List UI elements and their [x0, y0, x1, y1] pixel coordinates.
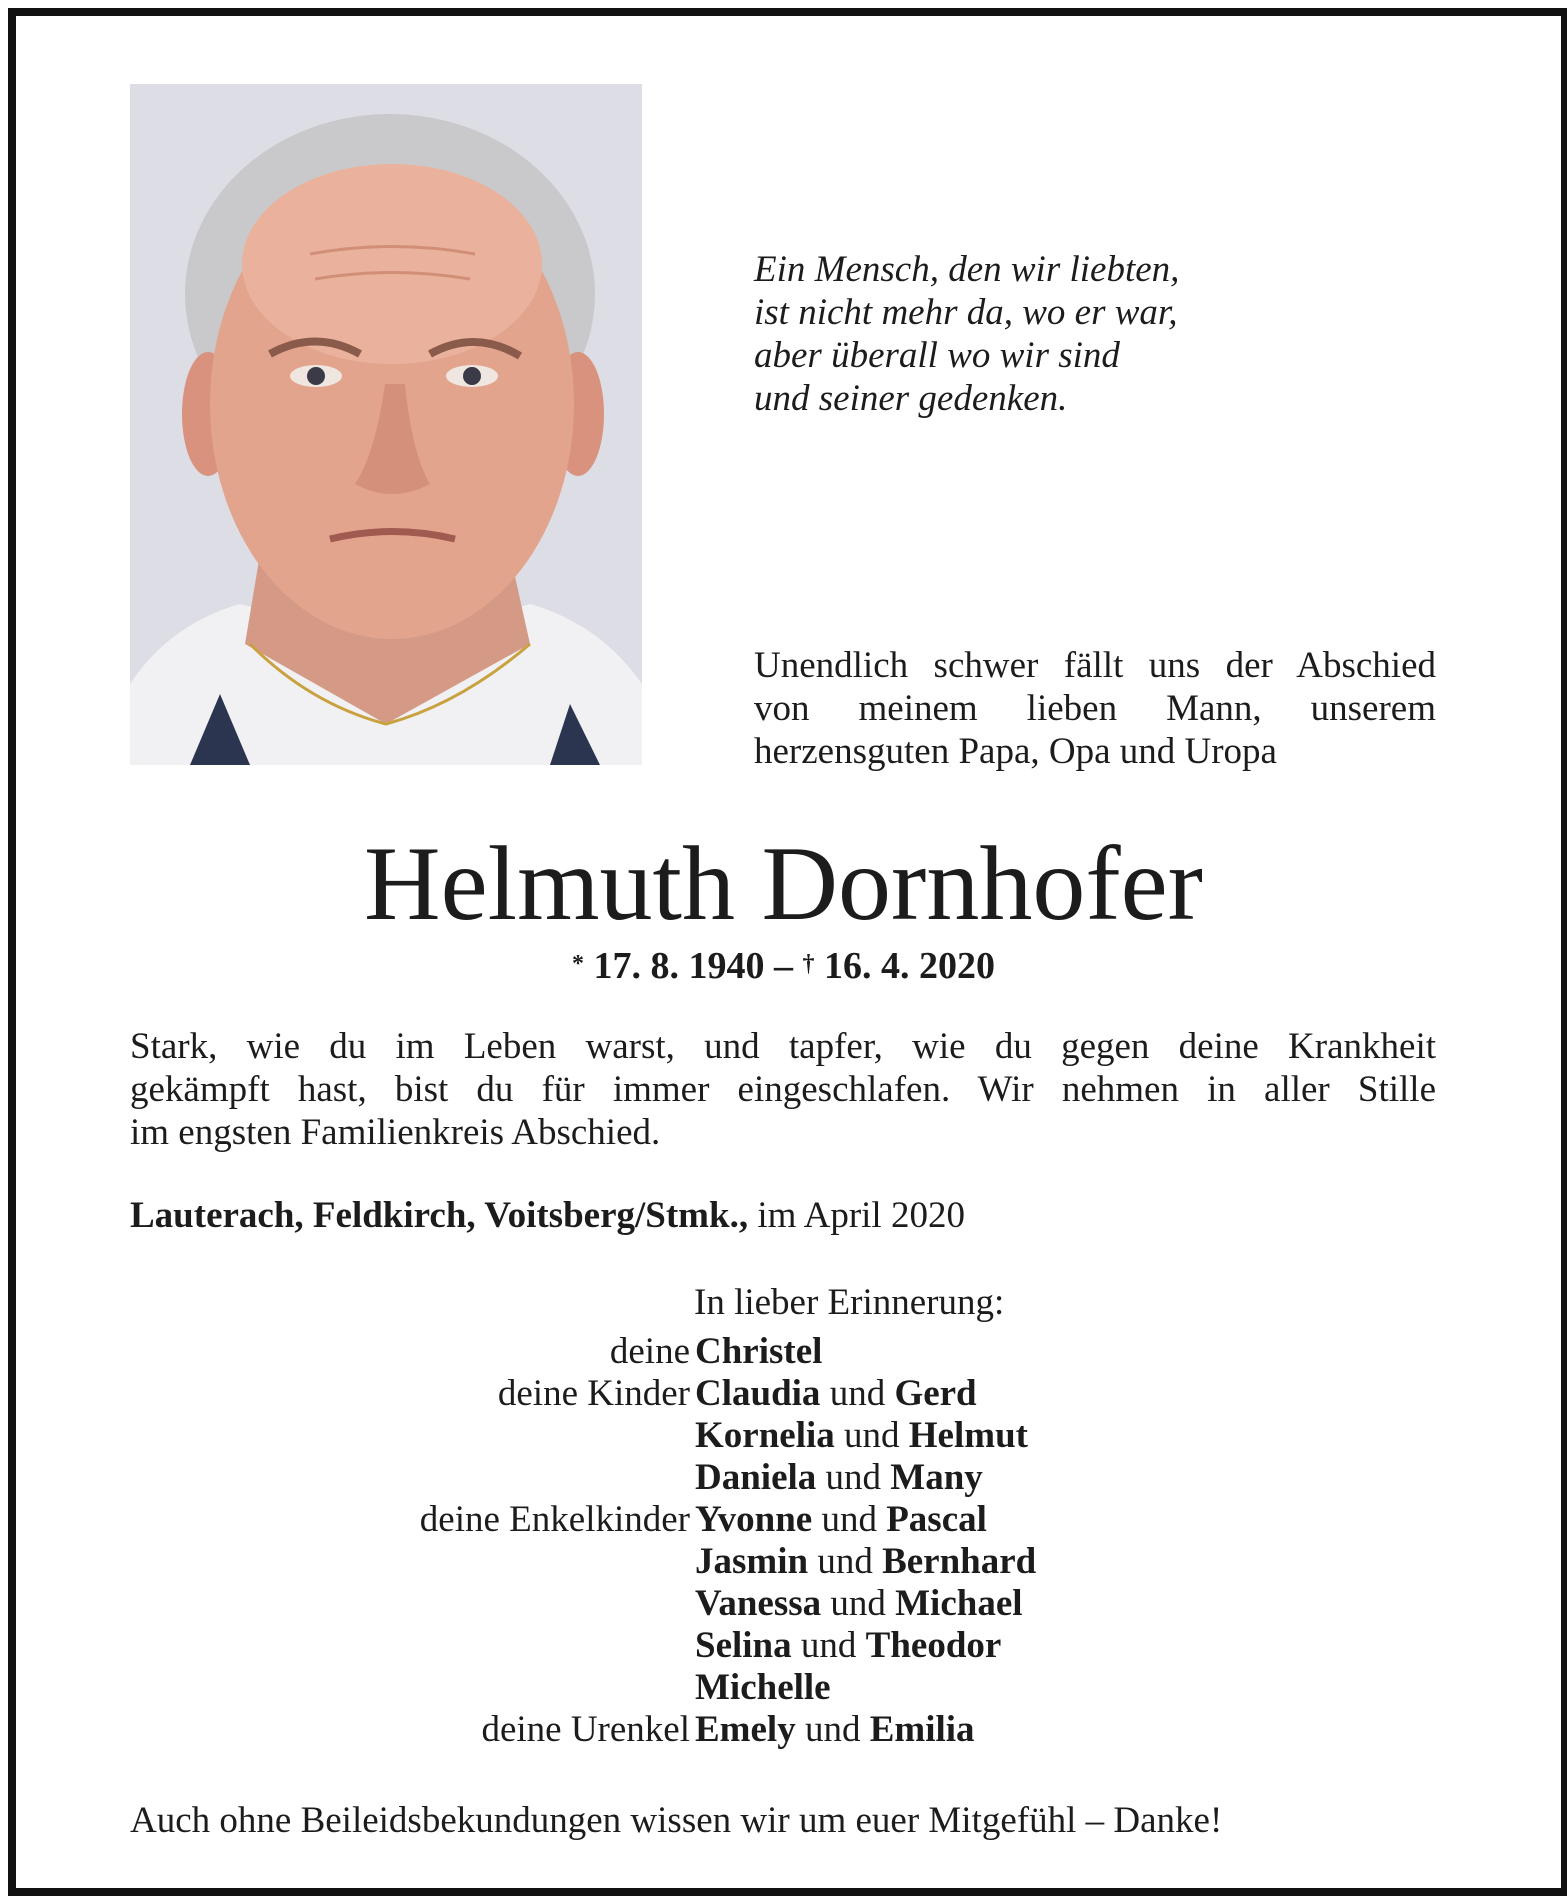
deceased-name: Helmuth Dornhofer	[364, 825, 1203, 942]
family-member-name: Vanessa	[695, 1583, 822, 1624]
memorial-poem	[754, 248, 1314, 420]
poem-line: aber überall wo wir sind	[754, 335, 1120, 376]
memory-heading: In lieber Erinnerung:	[694, 1282, 1005, 1323]
birth-star-symbol: *	[572, 951, 584, 977]
relation-label: deine Kinder	[497, 1373, 690, 1414]
family-member-name: Many	[890, 1457, 983, 1498]
family-member-name: Bernhard	[882, 1541, 1037, 1582]
poem-line: ist nicht mehr da, wo er war,	[754, 292, 1178, 333]
family-row	[130, 1415, 1430, 1457]
date-separator: –	[764, 945, 803, 987]
family-member-name: Daniela	[695, 1457, 817, 1498]
and-connector: und	[812, 1499, 887, 1540]
family-names	[695, 1541, 1036, 1583]
relation-label: deine	[609, 1331, 690, 1372]
life-dates	[0, 944, 1567, 988]
family-list	[130, 1331, 1430, 1751]
relation-label	[130, 1457, 695, 1499]
relation-label	[130, 1667, 695, 1709]
family-names	[695, 1583, 1023, 1625]
death-date: 16. 4. 2020	[824, 945, 995, 987]
closing-line: Auch ohne Beileidsbekundungen wissen wir um euer Mitgefühl – Danke!	[130, 1800, 1223, 1841]
portrait-photo	[130, 84, 642, 765]
and-connector: und	[834, 1415, 909, 1456]
intro-line: herzensguten Papa, Opa und Uropa	[754, 731, 1277, 772]
and-connector: und	[808, 1541, 883, 1582]
family-names	[695, 1331, 822, 1373]
intro-line: Unendlich schwer fällt uns der Abschied	[754, 645, 1436, 686]
relation-label	[130, 1625, 695, 1667]
family-names	[695, 1709, 975, 1751]
relation-label: deine Enkelkinder	[419, 1499, 690, 1540]
family-member-name: Helmut	[908, 1415, 1028, 1456]
family-member-name: Theodor	[865, 1625, 1002, 1666]
tribute-line: Stark, wie du im Leben warst, und tapfer, wie du gegen deine Krankheit	[130, 1026, 1436, 1067]
family-member-name: Claudia	[695, 1373, 821, 1414]
poem-line: und seiner gedenken.	[754, 378, 1068, 419]
death-cross-symbol: †	[802, 951, 815, 977]
family-row	[130, 1457, 1430, 1499]
family-member-name: Michael	[895, 1583, 1023, 1624]
family-row	[130, 1373, 1430, 1415]
family-row	[130, 1331, 1430, 1373]
family-member-name: Pascal	[886, 1499, 987, 1540]
birth-date: 17. 8. 1940	[593, 945, 765, 987]
family-row	[130, 1541, 1430, 1583]
and-connector: und	[820, 1373, 895, 1414]
family-member-name: Emely	[695, 1709, 796, 1750]
place-and-date	[130, 1194, 965, 1237]
poem-line: Ein Mensch, den wir liebten,	[754, 249, 1180, 290]
family-member-name: Christel	[695, 1331, 823, 1372]
tribute-line: gekämpft hast, bist du für immer eingeschlafen. Wir nehmen in aller Stille	[130, 1069, 1436, 1110]
relation-label	[130, 1583, 695, 1625]
locations: Lauterach, Feldkirch, Voitsberg/Stmk.,	[130, 1195, 749, 1236]
relation-label	[130, 1541, 695, 1583]
family-names	[695, 1499, 987, 1541]
family-member-name: Selina	[695, 1625, 792, 1666]
family-member-name: Gerd	[894, 1373, 977, 1414]
family-row	[130, 1709, 1430, 1751]
family-member-name: Kornelia	[695, 1415, 835, 1456]
family-member-name: Emilia	[869, 1709, 975, 1750]
family-names	[695, 1625, 1001, 1667]
family-names	[695, 1373, 977, 1415]
and-connector: und	[795, 1709, 870, 1750]
and-connector: und	[816, 1457, 891, 1498]
relation-label	[130, 1415, 695, 1457]
intro-line: von meinem lieben Mann, unserem	[754, 688, 1436, 729]
tribute-text	[130, 1025, 1436, 1154]
family-member-name: Yvonne	[695, 1499, 813, 1540]
relation-label: deine Urenkel	[481, 1709, 690, 1750]
family-row	[130, 1499, 1430, 1541]
and-connector: und	[821, 1583, 896, 1624]
tribute-line: im engsten Familienkreis Abschied.	[130, 1112, 661, 1153]
and-connector: und	[791, 1625, 866, 1666]
family-row	[130, 1667, 1430, 1709]
notice-date: im April 2020	[748, 1195, 965, 1236]
family-member-name: Michelle	[695, 1667, 831, 1708]
family-row	[130, 1583, 1430, 1625]
family-names	[695, 1457, 983, 1499]
family-names	[695, 1415, 1028, 1457]
farewell-intro	[754, 644, 1436, 773]
family-member-name: Jasmin	[695, 1541, 809, 1582]
family-row	[130, 1625, 1430, 1667]
family-names	[695, 1667, 831, 1709]
